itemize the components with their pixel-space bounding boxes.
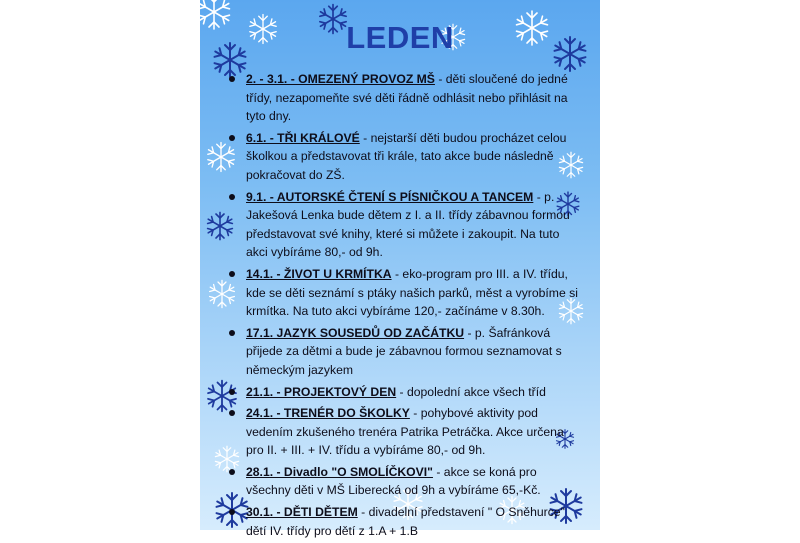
list-item xyxy=(224,129,579,185)
list-item xyxy=(224,324,579,380)
event-description: - nejstarší děti budou procházet celou školkou a představovat tři krále, tato akce bude následně pokračovat do ZŠ. xyxy=(246,130,567,182)
newsletter-poster xyxy=(200,0,600,538)
list-item xyxy=(224,383,579,402)
event-heading: 24.1. - TRENÉR DO ŠKOLKY xyxy=(246,406,410,421)
event-description: - p. Šafránková přijede za dětmi a bude je zábavnou formou seznamovat s německým jazykem xyxy=(246,325,562,377)
event-description: - dopolední akce všech tříd xyxy=(396,384,546,399)
event-heading: 30.1. - DĚTI DĚTEM xyxy=(246,505,358,520)
events-list xyxy=(224,70,579,543)
event-description: - děti sloučené do jedné třídy, nezapomeňte své děti řádně odhlásit nebo přihlásit na tyto dny. xyxy=(246,72,568,124)
event-heading: 9.1. - AUTORSKÉ ČTENÍ S PÍSNIČKOU A TANCEM xyxy=(246,189,534,204)
list-item xyxy=(224,404,579,460)
event-description: - p. Jakešová Lenka bude dětem z I. a II. třídy zábavnou formou představovat své knihy, které si můžete i zakoupit. Na tuto akci vybíráme 80,- od 9h. xyxy=(246,189,570,260)
list-item xyxy=(224,188,579,262)
list-item xyxy=(224,463,579,500)
list-item xyxy=(224,70,579,126)
event-heading: 14.1. - ŽIVOT U KRMÍTKA xyxy=(246,266,392,281)
event-description: - pohybové aktivity pod vedením zkušeného trenéra Patrika Petráčka. Akce určena pro II. + III. + IV. třídu a vybíráme 80,- od 9h. xyxy=(246,406,564,458)
event-heading: 2. - 3.1. - OMEZENÝ PROVOZ MŠ xyxy=(246,72,435,86)
list-item xyxy=(224,265,579,321)
event-heading: 17.1. JAZYK SOUSEDŮ OD ZAČÁTKU xyxy=(246,325,465,340)
event-heading: 6.1. - TŘI KRÁLOVÉ xyxy=(246,130,360,145)
event-description: - eko-program pro III. a IV. třídu, kde se děti seznámí s ptáky našich parků, měst a vyrobíme si krmítka. Na tuto akci vybíráme 120,- začínáme v 8.30h. xyxy=(246,266,578,319)
page-title: LEDEN xyxy=(346,20,454,55)
event-heading: 21.1. - PROJEKTOVÝ DEN xyxy=(246,384,397,399)
event-description: - akce se koná pro všechny děti v MŠ Liberecká od 9h a vybíráme 65,-Kč. xyxy=(246,464,541,498)
event-heading: 28.1. - Divadlo "O SMOLÍČKOVI" xyxy=(246,464,433,479)
list-item xyxy=(224,503,579,540)
event-description: - divadelní představení " O Sněhurce" dětí IV. třídy pro dětí z 1.A + 1.B xyxy=(246,505,565,538)
